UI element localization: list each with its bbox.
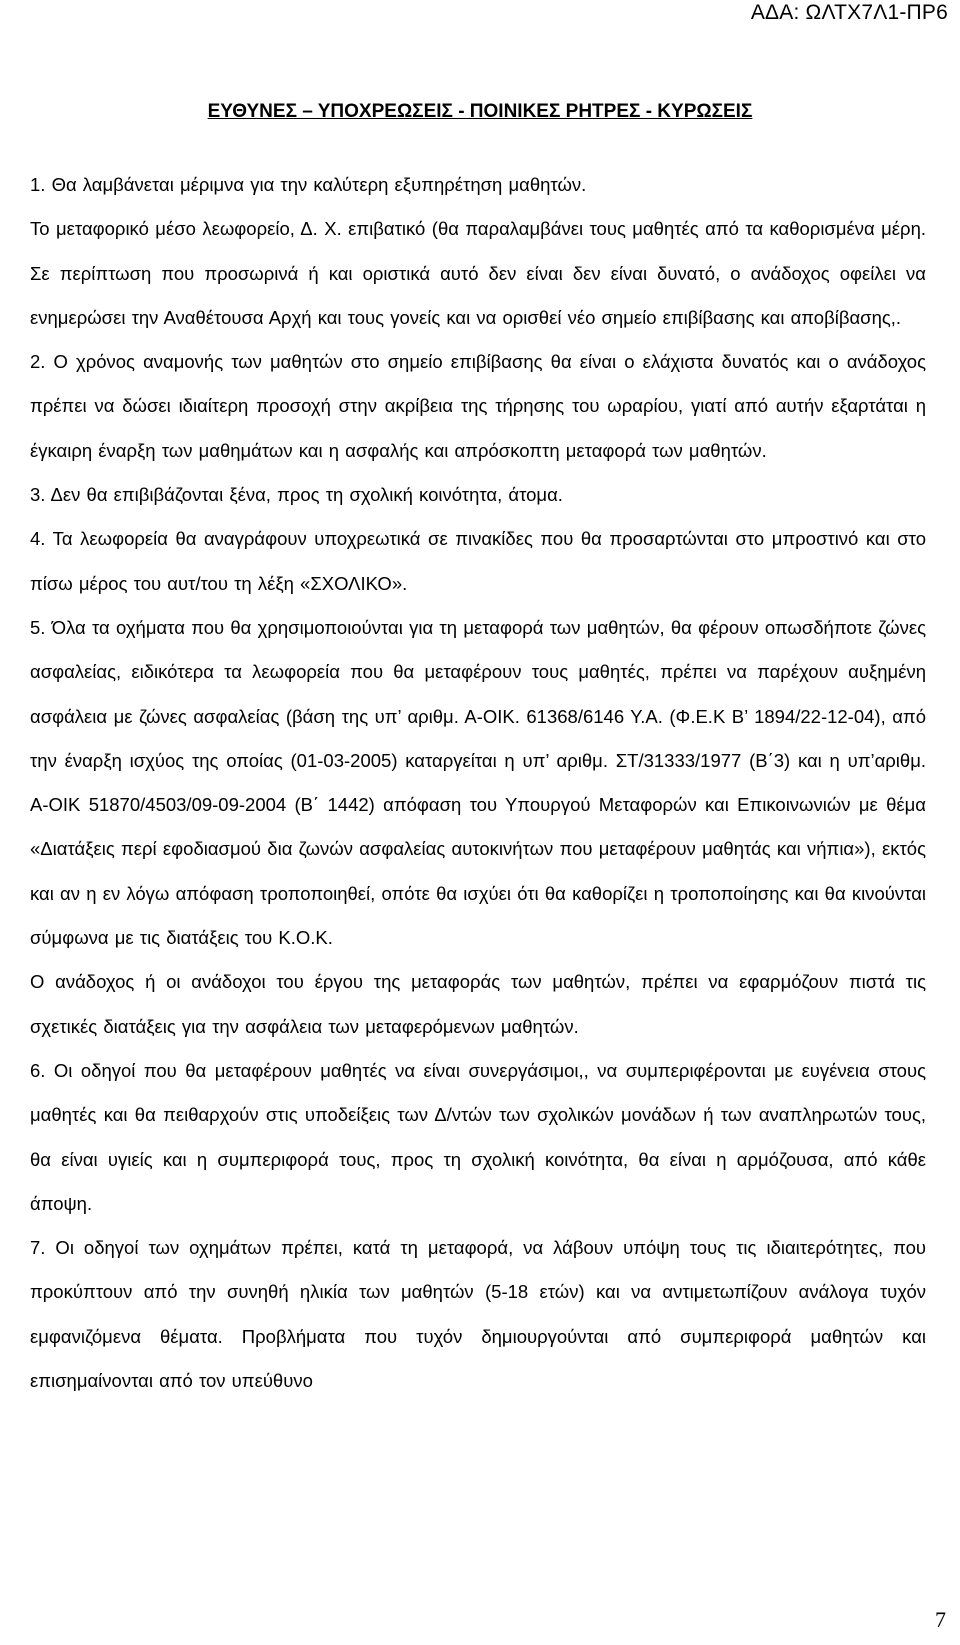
paragraph-7: 7. Οι οδηγοί των οχημάτων πρέπει, κατά τη μεταφορά, να λάβουν υπόψη τους τις ιδιαιτερότητες, που προκύπτουν από την συνηθή ηλικία των μαθητών (5-18 ετών) και να αντιμετωπίζουν ανάλογα τυχόν εμφανιζόμενα θέματα. Προβλήματα που τυχόν δημιουργούνται από συμπεριφορά μαθητών και επισημαίνονται από τον υπεύθυνο (30, 1237, 926, 1392)
paragraph-5: 5. Όλα τα οχήματα που θα χρησιμοποιούνται για τη μεταφορά των μαθητών, θα φέρουν οπωσδήποτε ζώνες ασφαλείας, ειδικότερα τα λεωφορεία που θα μεταφέρουν τους μαθητές, πρέπει να παρέχουν αυξημένη ασφάλεια με ζώνες ασφαλείας (βάση της υπ’ αριθμ. Α-ΟΙΚ. 61368/6146 Υ.Α. (Φ.Ε.Κ Β’ 1894/22-12-04), από την έναρξη ισχύος της οποίας (01-03-2005) καταργείται η υπ’ αριθμ. ΣΤ/31333/1977 (Β΄3) και η υπ’αριθμ. Α-ΟΙΚ 51870/4503/09-09-2004 (Β΄ 1442) απόφαση του Υπουργού Μεταφορών και Επικοινωνιών με θέμα «Διατάξεις περί εφοδιασμού δια ζωνών ασφαλείας αυτοκινήτων που μεταφέρουν μαθητάς και νήπια»), εκτός και αν η εν λόγω απόφαση τροποποιηθεί, οπότε θα ισχύει ότι θα καθορίζει η τροποποίησης και θα κινούνται σύμφωνα με τις διατάξεις του Κ.Ο.Κ. (30, 616, 926, 949)
paragraph-3: 3. Δεν θα επιβιβάζονται ξένα, προς τη σχολική κοινότητα, άτομα. (30, 484, 563, 506)
paragraph-6: 6. Οι οδηγοί που θα μεταφέρουν μαθητές να είναι συνεργάσιμοι,, να συμπεριφέρονται με ευγένεια στους μαθητές και θα πειθαρχούν στις υποδείξεις των Δ/ντών των σχολικών μονάδων ή των αναπληρωτών τους, θα είναι υγιείς και η συμπεριφορά τους, προς τη σχολική κοινότητα, θα είναι η αρμόζουσα, από κάθε άποψη. (30, 1059, 926, 1214)
paragraph-2: 2. Ο χρόνος αναμονής των μαθητών στο σημείο επιβίβασης θα είναι ο ελάχιστα δυνατός και ο ανάδοχος πρέπει να δώσει ιδιαίτερη προσοχή στην ακρίβεια της τήρησης του ωραρίου, γιατί από αυτήν εξαρτάται η έγκαιρη έναρξη των μαθημάτων και η ασφαλής και απρόσκοπτη μεταφορά των μαθητών. (30, 351, 926, 461)
paragraph-vehicle: Το μεταφορικό μέσο λεωφορείο, Δ. Χ. επιβατικό (θα παραλαμβάνει τους μαθητές από τα καθορισμένα μέρη. Σε περίπτωση που προσωρινά ή και οριστικά αυτό δεν είναι δεν είναι δυνατό, ο ανάδοχος οφείλει να ενημερώσει την Αναθέτουσα Αρχή και τους γονείς και να ορισθεί νέο σημείο επιβίβασης και αποβίβασης,. (30, 218, 926, 328)
ada-code: ΑΔΑ: ΩΛΤΧ7Λ1-ΠΡ6 (750, 1, 948, 24)
paragraph-1: 1. Θα λαμβάνεται μέριμνα για την καλύτερη εξυπηρέτηση μαθητών. (30, 174, 587, 195)
paragraph-4: 4. Τα λεωφορεία θα αναγράφουν υποχρεωτικά σε πινακίδες που θα προσαρτώνται στο μπροστινό και στο πίσω μέρος του αυτ/του τη λέξη «ΣΧΟΛΙΚΟ». (30, 528, 926, 594)
page-number: 7 (935, 1607, 946, 1632)
document-title: ΕΥΘΥΝΕΣ – ΥΠΟΧΡΕΩΣΕΙΣ - ΠΟΙΝΙΚΕΣ ΡΗΤΡΕΣ - ΚΥΡΩΣΕΙΣ (207, 101, 753, 122)
document-body (30, 163, 926, 1403)
paragraph-contractor: Ο ανάδοχος ή οι ανάδοχοι του έργου της μεταφοράς των μαθητών, πρέπει να εφαρμόζουν πιστά τις σχετικές διατάξεις για την ασφάλεια των μεταφερόμενων μαθητών. (30, 971, 926, 1037)
